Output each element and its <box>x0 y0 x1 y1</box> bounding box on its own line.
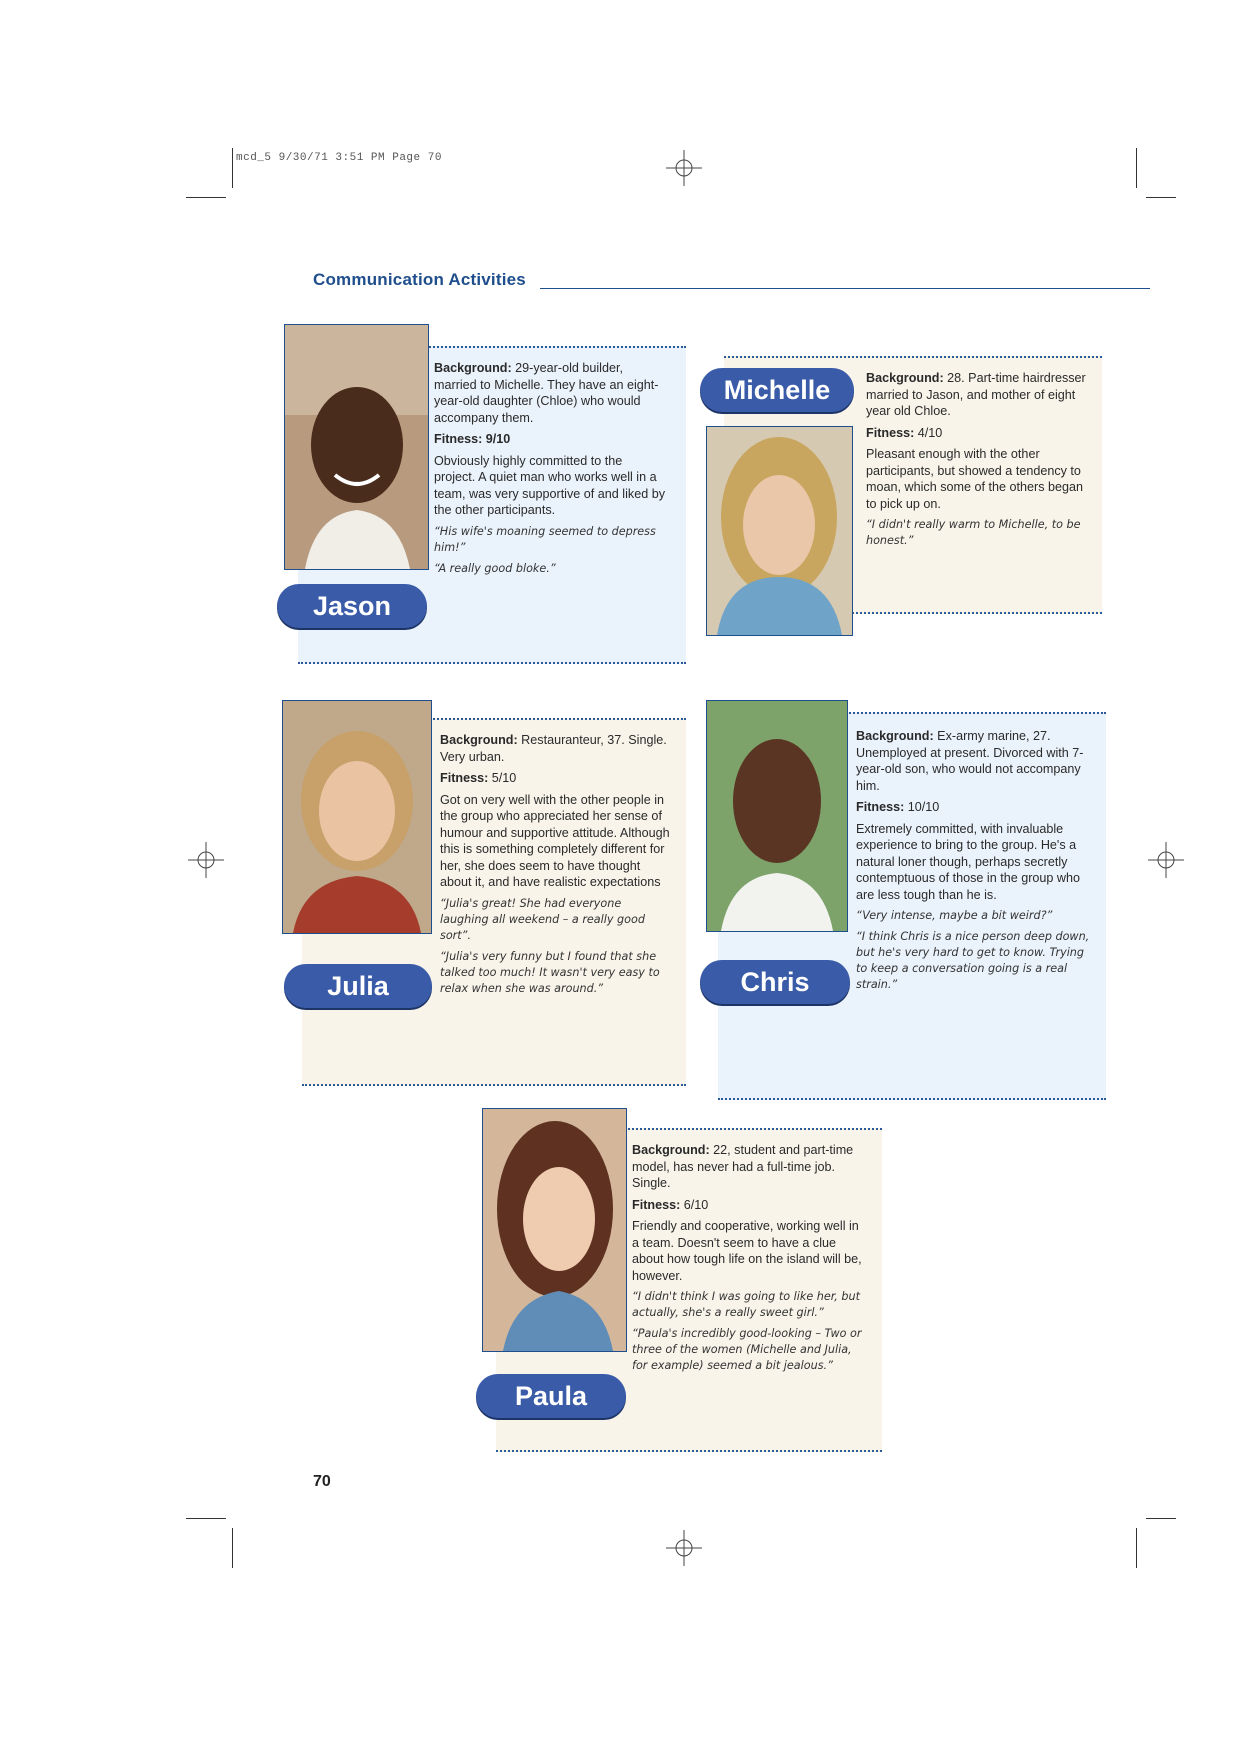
quote-text: “Julia's very funny but I found that she talked too much! It wasn't very easy to relax when she was around.” <box>440 949 660 995</box>
quote-text: “I think Chris is a nice person deep down, but he's very hard to get to know. Trying to keep a conversation going is a real strain.” <box>856 930 1090 991</box>
fitness-value: 10/10 <box>907 800 940 814</box>
background-label: Background: <box>856 729 934 743</box>
page-number: 70 <box>313 1473 331 1490</box>
registration-mark-icon <box>664 148 704 188</box>
profile-text <box>632 1142 866 1379</box>
description-text: Obviously highly committed to the project. A quiet man who works well in a team, was very supportive of and liked by the other participants. <box>434 453 665 517</box>
background-label: Background: <box>434 361 512 375</box>
background-label: Background: <box>632 1143 710 1157</box>
crop-mark-br-v <box>1136 1528 1137 1568</box>
crop-mark-tr-h <box>1146 197 1176 198</box>
crop-mark-tl-v <box>232 148 233 188</box>
fitness-value: 5/10 <box>491 771 517 785</box>
profile-text <box>856 728 1090 998</box>
profile-photo <box>284 324 429 570</box>
registration-mark-icon <box>664 1528 704 1568</box>
fitness-label: Fitness: <box>632 1197 681 1212</box>
profile-text <box>434 360 666 582</box>
quote-text: “Paula's incredibly good-looking – Two or three of the women (Michelle and Julia, for example) seemed a bit jealous.” <box>632 1327 862 1372</box>
fitness-label: Fitness: <box>866 425 915 440</box>
fitness-value: 6/10 <box>683 1197 709 1212</box>
crop-mark-bl-v <box>232 1528 233 1568</box>
registration-mark-icon <box>1146 840 1186 880</box>
profile-text <box>866 370 1088 554</box>
quote-text: “A really good bloke.” <box>434 561 556 575</box>
profile-photo <box>482 1108 627 1352</box>
description-text: Got on very well with the other people in the group who appreciated her sense of humour and supportive attitude. Although this is something completely different for her, she does seem to have thought about it, and have realistic expectations <box>440 792 670 889</box>
fitness-value: 4/10 <box>917 425 943 440</box>
profile-name-badge: Jason <box>277 584 427 628</box>
description-text: Friendly and cooperative, working well in a team. Doesn't seem to have a clue about how tough life on the island will be, however. <box>632 1219 862 1283</box>
section-title: Communication Activities <box>313 270 526 289</box>
quote-text: “I didn't think I was going to like her, but actually, she's a really sweet girl.” <box>632 1290 860 1319</box>
section-title-rule <box>540 288 1150 289</box>
background-text: 22, student and part-time model, has never had a full-time job. Single. <box>632 1143 854 1190</box>
profile-name-badge: Paula <box>476 1374 626 1418</box>
description-text: Pleasant enough with the other participants, but showed a tendency to moan, which some of the others began to pick up on. <box>866 447 1084 511</box>
background-label: Background: <box>440 733 518 747</box>
crop-mark-tr-v <box>1136 148 1137 188</box>
profile-photo <box>282 700 432 934</box>
registration-mark-icon <box>186 840 226 880</box>
profile-name-badge: Michelle <box>700 368 854 412</box>
crop-mark-bl-h <box>186 1518 226 1519</box>
crop-mark-tl-h <box>186 197 226 198</box>
fitness-label: Fitness: <box>856 800 905 814</box>
profile-photo <box>706 426 853 636</box>
profile-text <box>440 732 672 1002</box>
quote-text: “Julia's great! She had everyone laughing all weekend – a really good sort”. <box>440 896 645 942</box>
background-text: Ex-army marine, 27. Unemployed at present. Divorced with 7-year-old son, who would not accompany him. <box>856 729 1084 793</box>
quote-text: “Very intense, maybe a bit weird?” <box>856 909 1053 922</box>
background-text: 28. Part-time hairdresser married to Jason, and mother of eight year old Chloe. <box>866 371 1086 418</box>
background-text: Restauranteur, 37. Single. Very urban. <box>440 733 667 764</box>
profile-photo <box>706 700 848 932</box>
fitness-value: 9/10 <box>485 432 511 446</box>
fitness-label: Fitness: <box>440 771 489 785</box>
profile-name-badge: Chris <box>700 960 850 1004</box>
background-label: Background: <box>866 371 944 385</box>
print-slug: mcd_5 9/30/71 3:51 PM Page 70 <box>236 152 442 164</box>
description-text: Extremely committed, with invaluable experience to bring to the group. He's a natural loner though, perhaps secretly contemptuous of those in the group who are less tough than he is. <box>856 821 1081 902</box>
quote-text: “I didn't really warm to Michelle, to be honest.” <box>866 518 1081 547</box>
crop-mark-br-h <box>1146 1518 1176 1519</box>
background-text: 29-year-old builder, married to Michelle. They have an eight-year-old daughter (Chloe) who would accompany them. <box>434 361 659 425</box>
profile-name-badge: Julia <box>284 964 432 1008</box>
quote-text: “His wife's moaning seemed to depress him!” <box>434 524 656 554</box>
fitness-label: Fitness: <box>434 432 483 446</box>
